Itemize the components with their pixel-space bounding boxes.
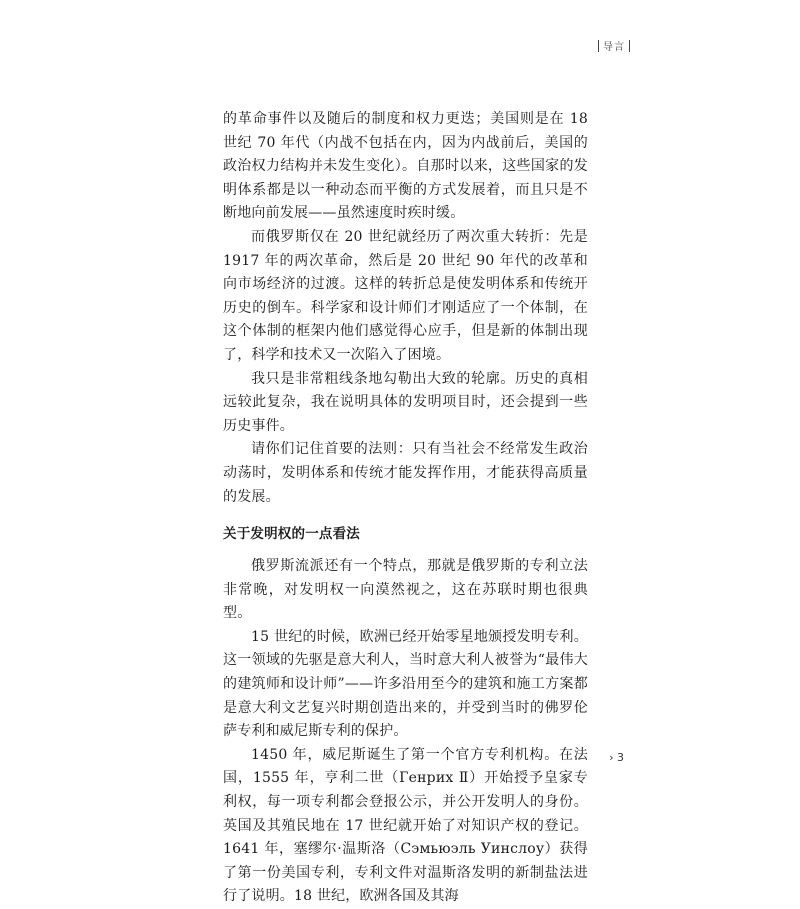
body-text [223,108,588,909]
running-head-right-rule [629,40,630,52]
paragraph-7: 1450 年，威尼斯诞生了第一个官方专利机构。在法国，1555 年，亨利二世（Генрих Ⅱ）开始授予皇家专利权，每一项专利都会登报公示，并公开发明人的身份。英国及其殖民地在 17 世纪就开始了对知识产权的登记。1641 年，塞缪尔·温斯洛（Сэмьюэль Уинслоу）获得了第一份美国专利，专利文件对温斯洛发明的新制盐法进行了说明。18 世纪，欧洲各国及其海 [223,746,588,905]
paragraph-1: 的革命事件以及随后的制度和权力更迭；美国则是在 18 世纪 70 年代（内战不包括在内，因为内战前后，美国的政治权力结构并未发生变化）。自那时以来，这些国家的发明体系都是以一种动态而平衡的方式发展着，而且只是不断地向前发展——虽然速度时疾时缓。 [223,111,588,222]
running-head-title: 导言 [603,42,625,53]
paragraph-5: 俄罗斯流派还有一个特点，那就是俄罗斯的专利立法非常晚，对发明权一向漠然视之，这在苏联时期也很典型。 [223,558,588,622]
paragraph-3: 我只是非常粗线条地勾勒出大致的轮廓。历史的真相远较此复杂，我在说明具体的发明项目时，还会提到一些历史事件。 [223,370,588,434]
page-number: › 3 [609,751,624,764]
paragraph-6: 15 世纪的时候，欧洲已经开始零星地颁授发明专利。这一领域的先驱是意大利人，当时意大利人被誉为“最伟大的建筑师和设计师”——许多沿用至今的建筑和施工方案都是意大利文艺复兴时期创造出来的，并受到当时的佛罗伦萨专利和威尼斯专利的保护。 [223,628,588,740]
running-head [594,38,634,53]
running-head-left-rule [598,40,599,52]
section-heading: 关于发明权的一点看法 [223,526,360,543]
paragraph-2: 而俄罗斯仅在 20 世纪就经历了两次重大转折：先是 1917 年的两次革命，然后是 20 世纪 90 年代的改革和向市场经济的过渡。这样的转折总是使发明体系和传统开历史的倒车。科学家和设计师们才刚适应了一个体制，在这个体制的框架内他们感觉得心应手，但是新的体制出现了，科学和技术又一次陷入了困境。 [223,228,588,363]
paragraph-4: 请你们记住首要的法则：只有当社会不经常发生政治动荡时，发明体系和传统才能发挥作用，才能获得高质量的发展。 [223,441,588,505]
